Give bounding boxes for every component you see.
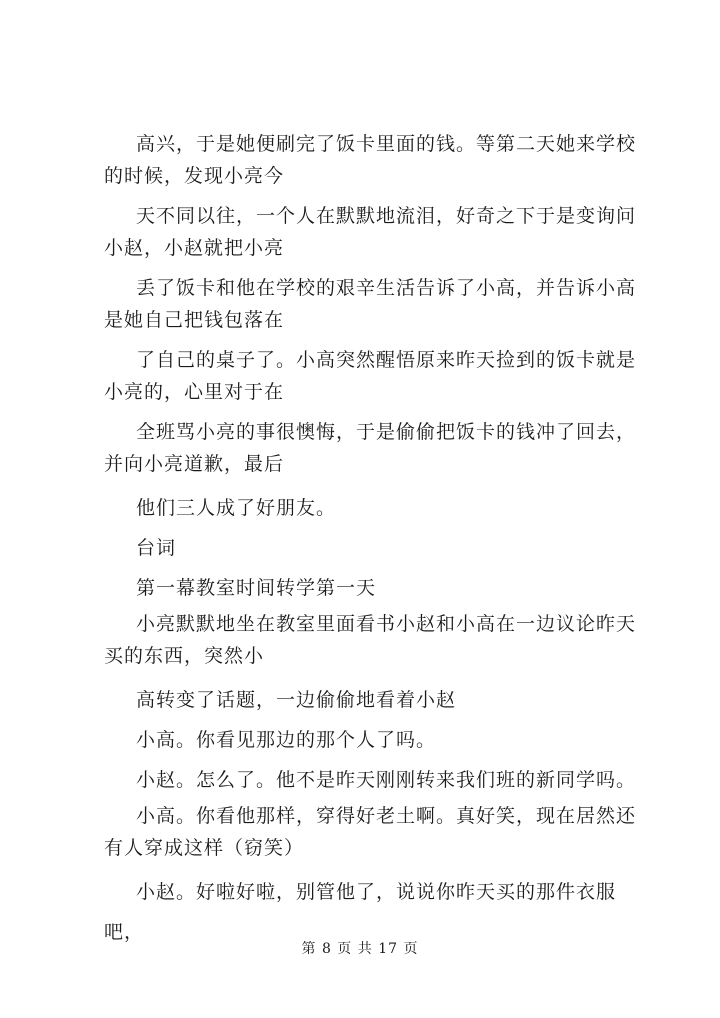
dialogue-line: 小赵。好啦好啦，别管他了，说说你昨天买的那件衣服吧， [104, 881, 617, 943]
stage-direction: 小亮默默地坐在教室里面看书小赵和小高在一边议论昨天买的东西，突然小 [104, 613, 637, 667]
paragraph: 了自己的桌子了。小高突然醒悟原来昨天捡到的饭卡就是小亮的，心里对于在 [104, 349, 637, 403]
scene-heading: 第一幕教室时间转学第一天 [136, 577, 377, 599]
paragraph: 他们三人成了好朋友。 [136, 497, 337, 519]
stage-direction: 高转变了话题，一边偷偷地看着小赵 [136, 689, 457, 711]
paragraph: 丢了饭卡和他在学校的艰辛生活告诉了小高，并告诉小高是她自己把钱包落在 [104, 277, 637, 331]
dialogue-line: 小高。你看他那样，穿得好老土啊。真好笑，现在居然还有人穿成这样（窃笑） [104, 805, 637, 859]
dialogue-line: 小高。你看见那边的那个人了吗。 [136, 729, 437, 751]
document-body [104, 128, 644, 952]
page-number-footer: 第 8 页 共 17 页 [301, 941, 419, 957]
paragraph: 高兴，于是她便刷完了饭卡里面的钱。等第二天她来学校的时候，发现小亮今 [104, 133, 637, 187]
dialogue-line: 小赵。怎么了。他不是昨天刚刚转来我们班的新同学吗。 [136, 769, 637, 791]
section-heading: 台词 [136, 537, 177, 559]
paragraph: 天不同以往，一个人在默默地流泪，好奇之下于是变询问小赵，小赵就把小亮 [104, 205, 637, 259]
paragraph: 全班骂小亮的事很懊悔，于是偷偷把饭卡的钱冲了回去，并向小亮道歉，最后 [104, 421, 637, 475]
